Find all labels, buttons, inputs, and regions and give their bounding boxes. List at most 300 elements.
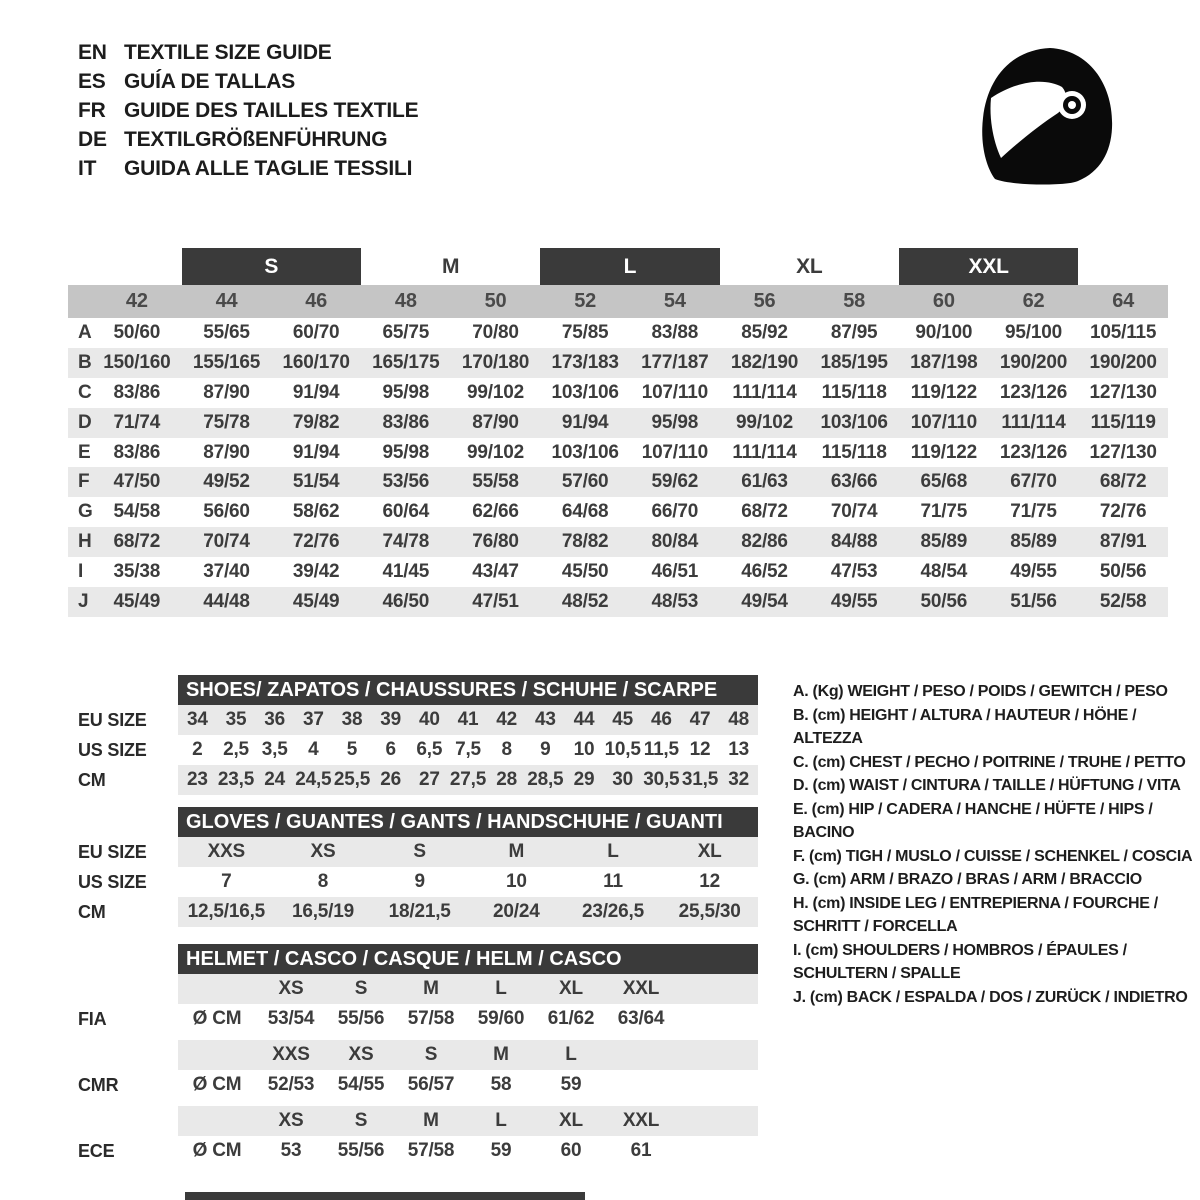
measurement-cell: 61/63 [741,471,788,493]
measurement-cell: 115/118 [821,381,887,403]
measurement-cell: 173/183 [551,351,619,373]
shoe-us-cell: 2,5 [223,739,249,760]
row-letter: F [78,471,90,493]
measurement-cell: 95/98 [382,441,430,463]
legend-item: C. (cm) CHEST / PECHO / POITRINE / TRUHE / PETTO [793,753,1186,771]
gloves-title-bar: GLOVES / GUANTES / GANTS / HANDSCHUHE / GUANTI [178,807,758,837]
shoe-eu-cell: 43 [534,709,556,730]
helmet-standard-block [68,1106,763,1166]
measurement-cell: 70/74 [203,531,250,553]
shoe-cm-cell: 29 [573,769,595,790]
size-band: S [182,248,361,285]
size-band: M [442,254,460,278]
shoe-us-cell: 5 [346,739,358,760]
size-number: 52 [574,290,597,312]
legend-item: A. (Kg) WEIGHT / PESO / POIDS / GEWITCH / PESO [793,683,1168,700]
measurement-cell: 54/58 [113,501,161,523]
shoe-us-cell: 11,5 [643,739,679,760]
shoe-us-cell: 13 [728,739,750,760]
helmet-values-row [68,1070,763,1100]
helmet-title-bar: HELMET / CASCO / CASQUE / HELM / CASCO [178,944,758,974]
measurement-cell: 46/50 [382,590,430,612]
measurement-cell: 85/89 [1010,531,1057,553]
shoe-us-cell: 6,5 [416,739,443,760]
measurement-cell: 71/75 [920,501,968,523]
measurement-cell: 70/80 [472,321,519,343]
helmet-size-cell: XS [278,978,304,999]
measurement-cell: 74/78 [382,531,430,553]
measurement-cell: 45/50 [561,561,609,583]
helmet-size-cell: XXL [622,1110,660,1131]
helmet-size-cell: L [495,978,507,999]
measurement-cell: 119/122 [910,381,977,403]
glove-eu-cell: XS [310,841,336,862]
helmet-standards [68,974,763,1166]
glove-cm-cell: 20/24 [493,901,540,922]
measurement-cell: 72/76 [292,531,340,553]
measurement-cell: 150/160 [103,351,171,373]
table-row [68,587,1168,617]
measurement-cell: 170/180 [461,351,530,373]
measurement-cell: 155/165 [192,351,261,373]
language-code: DE [78,128,107,151]
measurement-cell: 87/95 [830,321,878,343]
shoe-cm-cell: 28 [496,769,518,790]
table-row [68,438,1168,468]
measurement-cell: 82/86 [741,531,788,553]
measurement-legend [793,680,1200,1009]
measurement-cell: 107/110 [641,441,708,463]
measurement-cell: 91/94 [292,441,340,463]
helmet-value-cell: 61/62 [547,1008,595,1029]
helmet-value-cell: 53 [280,1140,302,1161]
shoe-us-cell: 10,5 [604,739,641,760]
measurement-cell: 115/118 [821,441,887,463]
measurement-cell: 48/53 [651,590,699,612]
glove-eu-cell: M [508,841,525,862]
measurement-cell: 37/40 [203,561,250,583]
measurement-cell: 127/130 [1089,381,1157,403]
shoe-us-cell: 10 [573,739,595,760]
row-letter: D [78,411,92,433]
glove-cm-cell: 12,5/16,5 [187,901,266,922]
shoe-eu-cell: 36 [264,709,286,730]
language-row [78,125,418,154]
diameter-unit-label: Ø CM [192,1008,242,1029]
measurement-cell: 127/130 [1089,441,1157,463]
measurement-cell: 182/190 [730,351,799,373]
bottom-divider-bar [185,1192,585,1200]
helmet-value-cell: 57/58 [407,1140,455,1161]
helmet-sizes-row [68,1040,763,1070]
helmet-size-cell: XL [559,1110,583,1131]
measurement-cell: 87/90 [472,411,519,433]
row-letter: C [78,381,92,403]
measurement-cell: 87/91 [1099,531,1147,553]
shoes-title-bar: SHOES/ ZAPATOS / CHAUSSURES / SCHUHE / SCARPE [178,675,758,705]
measurement-cell: 49/55 [1010,561,1057,583]
measurement-cell: 71/74 [113,411,161,433]
helmet-standard-block [68,974,763,1034]
shoe-cm-cell: 32 [728,769,750,790]
shoe-eu-cell: 46 [650,709,672,730]
size-band: XXL [899,248,1078,285]
measurement-cell: 50/60 [113,321,161,343]
size-number: 54 [663,290,686,312]
glove-eu-cell: XL [697,841,722,862]
size-number: 46 [305,290,328,312]
us-size-label: US SIZE [78,871,147,892]
measurement-cell: 72/76 [1099,501,1147,523]
helmet-value-cell: 60 [560,1140,582,1161]
table-row [68,497,1168,527]
size-number: 50 [484,290,507,312]
shoes-eu-row [68,705,763,735]
shoe-eu-cell: 45 [612,709,634,730]
size-number: 42 [125,290,148,312]
glove-eu-cell: XXS [207,841,246,862]
language-code: IT [78,157,97,180]
measurement-cell: 70/74 [830,501,878,523]
shoe-eu-cell: 44 [573,709,595,730]
measurement-cell: 85/92 [741,321,788,343]
measurement-cell: 165/175 [372,351,440,373]
size-number: 60 [932,290,955,312]
helmet-size-cell: M [493,1044,509,1065]
glove-eu-cell: L [607,841,619,862]
helmet-value-cell: 63/64 [617,1008,665,1029]
language-code: ES [78,70,106,93]
measurement-cell: 47/50 [113,471,161,493]
measurement-cell: 83/88 [651,321,699,343]
helmet-size-cell: XXS [272,1044,310,1065]
language-row [78,38,418,67]
shoe-eu-cell: 37 [302,709,324,730]
helmet-sizes-row [68,974,763,1004]
measurement-cell: 59/62 [651,471,699,493]
row-letter: I [78,561,84,583]
measurement-cell: 64/68 [561,501,609,523]
measurement-cell: 50/56 [1099,561,1147,583]
measurement-cell: 99/102 [467,441,524,463]
measurement-cell: 185/195 [820,351,888,373]
shoe-us-cell: 8 [501,739,512,760]
measurement-cell: 45/49 [113,590,161,612]
shoe-us-cell: 12 [689,739,711,760]
us-size-label: US SIZE [78,739,147,760]
measurement-cell: 55/65 [203,321,250,343]
measurement-cell: 190/200 [999,351,1068,373]
glove-us-cell: 11 [603,871,623,892]
language-title: GUIDA ALLE TAGLIE TESSILI [124,157,413,180]
measurement-cell: 41/45 [382,561,430,583]
measurement-cell: 62/66 [472,501,519,523]
measurement-cell: 76/80 [472,531,519,553]
size-number: 48 [394,290,417,312]
helmet-value-cell: 52/53 [267,1074,315,1095]
shoe-cm-cell: 26 [380,769,402,790]
footwear-accessory-tables [68,675,763,1166]
legend-item: H. (cm) INSIDE LEG / ENTREPIERNA / FOURCHE / SCHRITT / FORCELLA [793,894,1158,935]
shoe-us-cell: 3,5 [261,739,288,760]
measurement-cell: 107/110 [910,411,977,433]
row-letter: J [78,590,89,612]
gloves-header-row [68,807,763,837]
helmet-header-row [68,944,763,974]
helmet-value-cell: 55/56 [337,1008,385,1029]
shoe-eu-cell: 40 [418,709,440,730]
shoe-cm-cell: 27,5 [449,769,487,790]
measurement-cell: 105/115 [1090,321,1157,343]
shoe-cm-cell: 27 [418,769,440,790]
measurement-cell: 66/70 [651,501,699,523]
measurement-cell: 49/54 [741,590,788,612]
size-band-row [68,248,1168,285]
shoe-eu-cell: 38 [341,709,363,730]
standard-name-label: ECE [78,1140,115,1161]
textile-size-table [68,248,1168,617]
helmet-size-cell: XS [348,1044,374,1065]
measurement-cell: 39/42 [292,561,340,583]
language-title: GUIDE DES TAILLES TEXTILE [124,99,419,122]
language-title: GUÍA DE TALLAS [124,70,296,93]
measurement-cell: 95/98 [382,381,430,403]
row-letter: E [78,441,91,463]
measurement-cell: 83/86 [113,441,161,463]
measurement-cell: 83/86 [382,411,430,433]
measurement-cell: 55/58 [472,471,519,493]
helmet-value-cell: 54/55 [337,1074,385,1095]
measurement-cell: 53/56 [382,471,430,493]
measurement-cell: 48/52 [561,590,609,612]
shoe-cm-cell: 30,5 [643,769,680,790]
shoe-eu-cell: 42 [496,709,518,730]
shoes-header-row [68,675,763,705]
measurement-cell: 68/72 [113,531,161,553]
measurement-cell: 123/126 [999,441,1068,463]
measurement-cell: 95/98 [651,411,699,433]
measurement-cell: 95/100 [1005,321,1062,343]
measurement-cell: 177/187 [641,351,709,373]
helmet-sizes-row [68,1106,763,1136]
size-number: 44 [215,290,238,312]
helmet-value-cell: 61 [630,1140,652,1161]
measurement-cell: 115/119 [1090,411,1156,433]
table-row [68,378,1168,408]
table-row [68,527,1168,557]
measurement-cell: 99/102 [736,411,793,433]
measurement-rows [68,318,1168,617]
measurement-cell: 46/52 [741,561,788,583]
measurement-cell: 87/90 [203,441,250,463]
measurement-cell: 83/86 [113,381,161,403]
glove-cm-cell: 16,5/19 [291,901,354,922]
measurement-cell: 91/94 [561,411,609,433]
measurement-cell: 111/114 [1001,411,1066,433]
helmet-standard-block [68,1040,763,1100]
measurement-cell: 50/56 [920,590,968,612]
glove-us-cell: 12 [699,871,721,892]
measurement-cell: 57/60 [561,471,609,493]
glove-us-cell: 8 [317,871,329,892]
helmet-size-cell: L [565,1044,577,1065]
helmet-value-cell: 56/57 [407,1074,455,1095]
helmet-values-row [68,1004,763,1034]
measurement-cell: 43/47 [472,561,519,583]
helmet-values-row [68,1136,763,1166]
legend-item: I. (cm) SHOULDERS / HOMBROS / ÉPAULES / SCHULTERN / SPALLE [793,941,1127,982]
shoe-us-cell: 6 [385,739,396,760]
measurement-cell: 65/75 [382,321,430,343]
helmet-value-cell: 59 [560,1074,582,1095]
measurement-cell: 190/200 [1089,351,1157,373]
shoes-us-row [68,735,763,765]
size-number-row [68,285,1168,318]
measurement-cell: 60/70 [292,321,340,343]
shoe-eu-cell: 39 [380,709,402,730]
eu-size-label: EU SIZE [78,709,147,730]
measurement-cell: 47/51 [472,590,519,612]
measurement-cell: 78/82 [561,531,609,553]
shoe-eu-cell: 41 [457,709,479,730]
helmet-value-cell: 57/58 [407,1008,455,1029]
row-letter: G [78,501,93,523]
shoe-cm-cell: 25,5 [333,769,371,790]
measurement-cell: 111/114 [732,381,797,403]
helmet-size-cell: XXL [622,978,660,999]
language-title: TEXTILGRÖßENFÜHRUNG [124,128,388,151]
measurement-cell: 68/72 [1099,471,1147,493]
cm-label: CM [78,769,106,790]
legend-item: E. (cm) HIP / CADERA / HANCHE / HÜFTE / HIPS / BACINO [793,800,1153,841]
glove-cm-cell: 25,5/30 [678,901,741,922]
table-row [68,318,1168,348]
measurement-cell: 51/54 [292,471,340,493]
shoes-cm-row [68,765,763,795]
glove-us-cell: 10 [505,871,527,892]
language-row [78,67,418,96]
language-code: FR [78,99,106,122]
measurement-cell: 80/84 [651,531,699,553]
measurement-cell: 44/48 [203,590,250,612]
shoe-eu-cell: 35 [225,709,247,730]
shoe-eu-cell: 48 [728,709,750,730]
measurement-cell: 85/89 [920,531,968,553]
standard-name-label: FIA [78,1008,107,1029]
helmet-value-cell: 58 [490,1074,512,1095]
helmet-size-cell: S [354,978,368,999]
measurement-cell: 103/106 [820,411,888,433]
shoe-cm-cell: 24 [264,769,286,790]
row-letter: B [78,351,92,373]
legend-item: J. (cm) BACK / ESPALDA / DOS / ZURÜCK / INDIETRO [793,988,1188,1006]
legend-item: G. (cm) ARM / BRAZO / BRAS / ARM / BRACCIO [793,871,1142,888]
size-number: 62 [1022,290,1045,312]
helmet-size-cell: L [495,1110,507,1131]
language-row [78,154,418,183]
measurement-cell: 68/72 [741,501,788,523]
shoe-us-cell: 9 [540,739,551,760]
helmet-value-cell: 59 [490,1140,512,1161]
shoe-us-cell: 2 [192,739,203,760]
diameter-unit-label: Ø CM [192,1074,242,1095]
legend-item: D. (cm) WAIST / CINTURA / TAILLE / HÜFTUNG / VITA [793,777,1181,794]
racing-helmet-icon [970,40,1120,190]
table-row [68,557,1168,587]
legend-item: B. (cm) HEIGHT / ALTURA / HAUTEUR / HÖHE / ALTEZZA [793,706,1137,747]
measurement-cell: 119/122 [910,441,977,463]
measurement-cell: 48/54 [920,561,968,583]
measurement-cell: 71/75 [1010,501,1057,523]
measurement-cell: 87/90 [203,381,250,403]
standard-name-label: CMR [78,1074,119,1095]
measurement-cell: 107/110 [641,381,708,403]
measurement-cell: 56/60 [203,501,250,523]
measurement-cell: 63/66 [830,471,878,493]
glove-us-cell: 7 [221,871,232,892]
table-row [68,408,1168,438]
shoe-cm-cell: 28,5 [527,769,564,790]
measurement-cell: 45/49 [292,590,340,612]
glove-us-cell: 9 [414,871,425,892]
measurement-cell: 47/53 [830,561,878,583]
measurement-cell: 58/62 [292,501,340,523]
measurement-cell: 35/38 [113,561,161,583]
helmet-value-cell: 53/54 [267,1008,315,1029]
measurement-cell: 103/106 [551,441,619,463]
row-letter: H [78,531,92,553]
measurement-cell: 84/88 [830,531,878,553]
language-title-block [78,38,418,183]
measurement-cell: 79/82 [292,411,340,433]
language-code: EN [78,41,107,64]
helmet-value-cell: 59/60 [477,1008,525,1029]
glove-cm-cell: 23/26,5 [581,901,644,922]
row-letter: A [78,321,92,343]
measurement-cell: 90/100 [915,321,973,343]
size-number: 56 [753,290,776,312]
legend-item: F. (cm) TIGH / MUSLO / CUISSE / SCHENKEL / COSCIA [793,847,1193,865]
helmet-size-cell: M [423,1110,439,1131]
language-title: TEXTILE SIZE GUIDE [124,41,332,64]
table-row [68,467,1168,497]
gloves-cm-row [68,897,763,927]
measurement-cell: 60/64 [382,501,430,523]
gloves-eu-row [68,837,763,867]
shoe-eu-cell: 47 [689,709,711,730]
cm-label: CM [78,901,106,922]
helmet-size-cell: XS [278,1110,304,1131]
measurement-cell: 67/70 [1010,471,1057,493]
shoe-eu-cell: 34 [186,709,208,730]
measurement-cell: 123/126 [999,381,1068,403]
table-row [68,348,1168,378]
measurement-cell: 99/102 [467,381,524,403]
measurement-cell: 103/106 [551,381,619,403]
shoe-us-cell: 4 [308,739,319,760]
measurement-cell: 49/52 [203,471,250,493]
helmet-size-cell: S [354,1110,368,1131]
measurement-cell: 51/56 [1010,590,1057,612]
measurement-cell: 52/58 [1099,590,1147,612]
shoe-cm-cell: 24,5 [295,769,332,790]
glove-cm-cell: 18/21,5 [388,901,451,922]
measurement-cell: 75/78 [203,411,250,433]
measurement-cell: 187/198 [910,351,978,373]
measurement-cell: 46/51 [651,561,699,583]
measurement-cell: 91/94 [292,381,340,403]
measurement-cell: 65/68 [920,471,968,493]
